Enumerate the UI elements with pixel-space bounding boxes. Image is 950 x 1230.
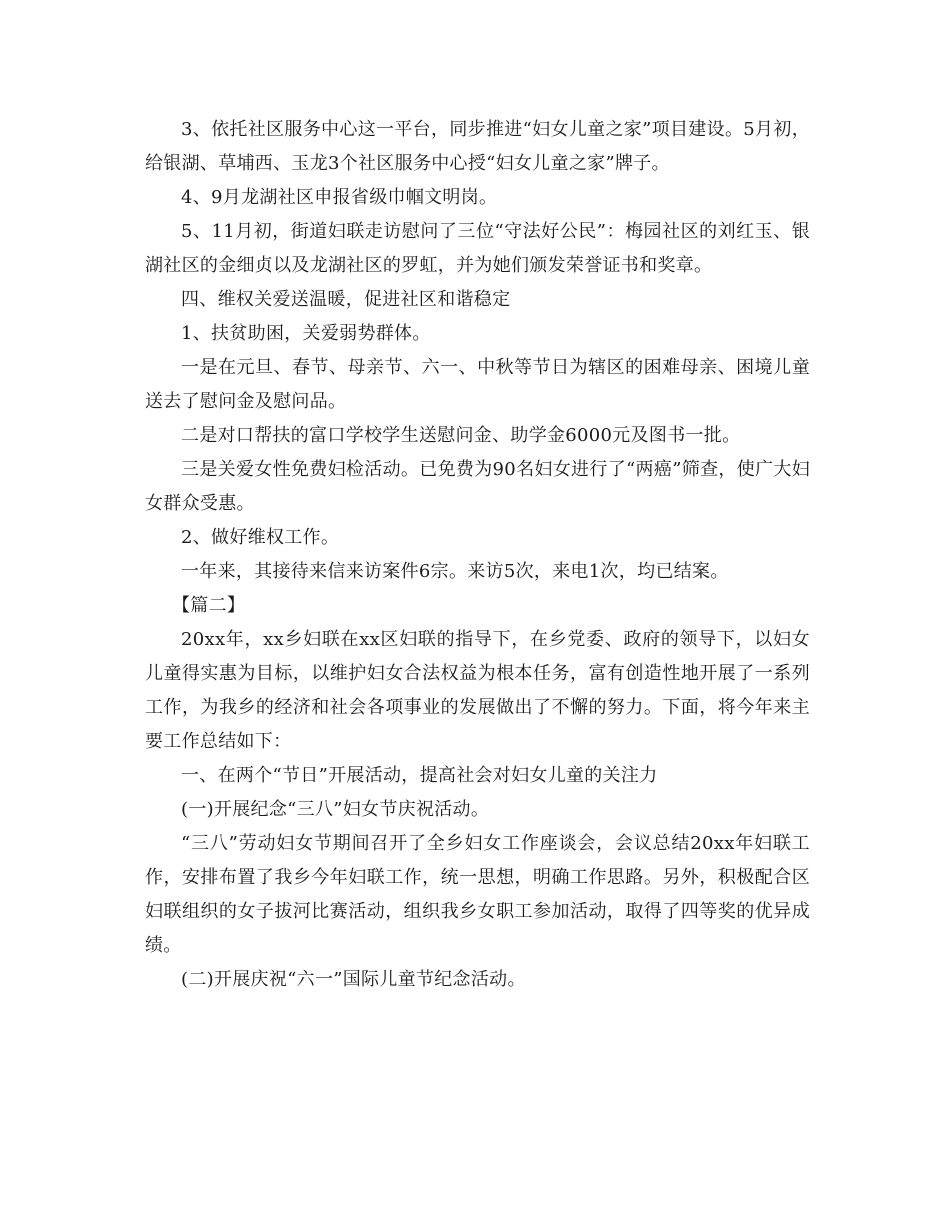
part-two-heading: 【篇二】 xyxy=(172,595,246,616)
paragraph-third-point: 三是关爱女性免费妇检活动。已免费为90名妇女进行了“两癌”筛查，使广大妇女群众受惠。 xyxy=(145,459,810,514)
subheading-rights-work: 2、做好维权工作。 xyxy=(181,527,340,548)
paragraph-march-eighth: “三八”劳动妇女节期间召开了全乡妇女工作座谈会，会议总结20xx年妇联工作，安排布置了我乡今年妇联工作，统一思想，明确工作思路。另外，积极配合区妇联组织的女子拔河比赛活动，组织我乡女职工参加活动，取得了四等奖的优异成绩。 xyxy=(145,833,810,956)
paragraph-first-point: 一是在元旦、春节、母亲节、六一、中秋等节日为辖区的困难母亲、困境儿童送去了慰问金及慰问品。 xyxy=(145,357,810,412)
paragraph-item-3: 3、依托社区服务中心这一平台，同步推进“妇女儿童之家”项目建设。5月初，给银湖、草埔西、玉龙3个社区服务中心授“妇女儿童之家”牌子。 xyxy=(145,119,810,174)
subheading-poverty-relief: 1、扶贫助困，关爱弱势群体。 xyxy=(181,323,431,344)
subheading-june-first: (二)开展庆祝“六一”国际儿童节纪念活动。 xyxy=(181,969,526,990)
section-heading-four: 四、维权关爱送温暖，促进社区和谐稳定 xyxy=(181,289,511,310)
section-heading-one: 一、在两个“节日”开展活动，提高社会对妇女儿童的关注力 xyxy=(181,765,658,786)
paragraph-item-4: 4、9月龙湖社区申报省级巾帼文明岗。 xyxy=(181,187,498,208)
paragraph-cases: 一年来，其接待来信来访案件6宗。来访5次，来电1次，均已结案。 xyxy=(181,561,729,582)
paragraph-intro: 20xx年，xx乡妇联在xx区妇联的指导下，在乡党委、政府的领导下，以妇女儿童得实惠为目标，以维护妇女合法权益为根本任务，富有创造性地开展了一系列工作，为我乡的经济和社会各项事业的发展做出了不懈的努力。下面，将今年来主要工作总结如下： xyxy=(145,629,810,752)
document-body xyxy=(145,113,810,997)
paragraph-item-5: 5、11月初，街道妇联走访慰问了三位“守法好公民”：梅园社区的刘红玉、银湖社区的金细贞以及龙湖社区的罗虹，并为她们颁发荣誉证书和奖章。 xyxy=(145,221,810,276)
subheading-march-eighth: (一)开展纪念“三八”妇女节庆祝活动。 xyxy=(181,799,490,820)
paragraph-second-point: 二是对口帮扶的富口学校学生送慰问金、助学金6000元及图书一批。 xyxy=(181,425,741,446)
